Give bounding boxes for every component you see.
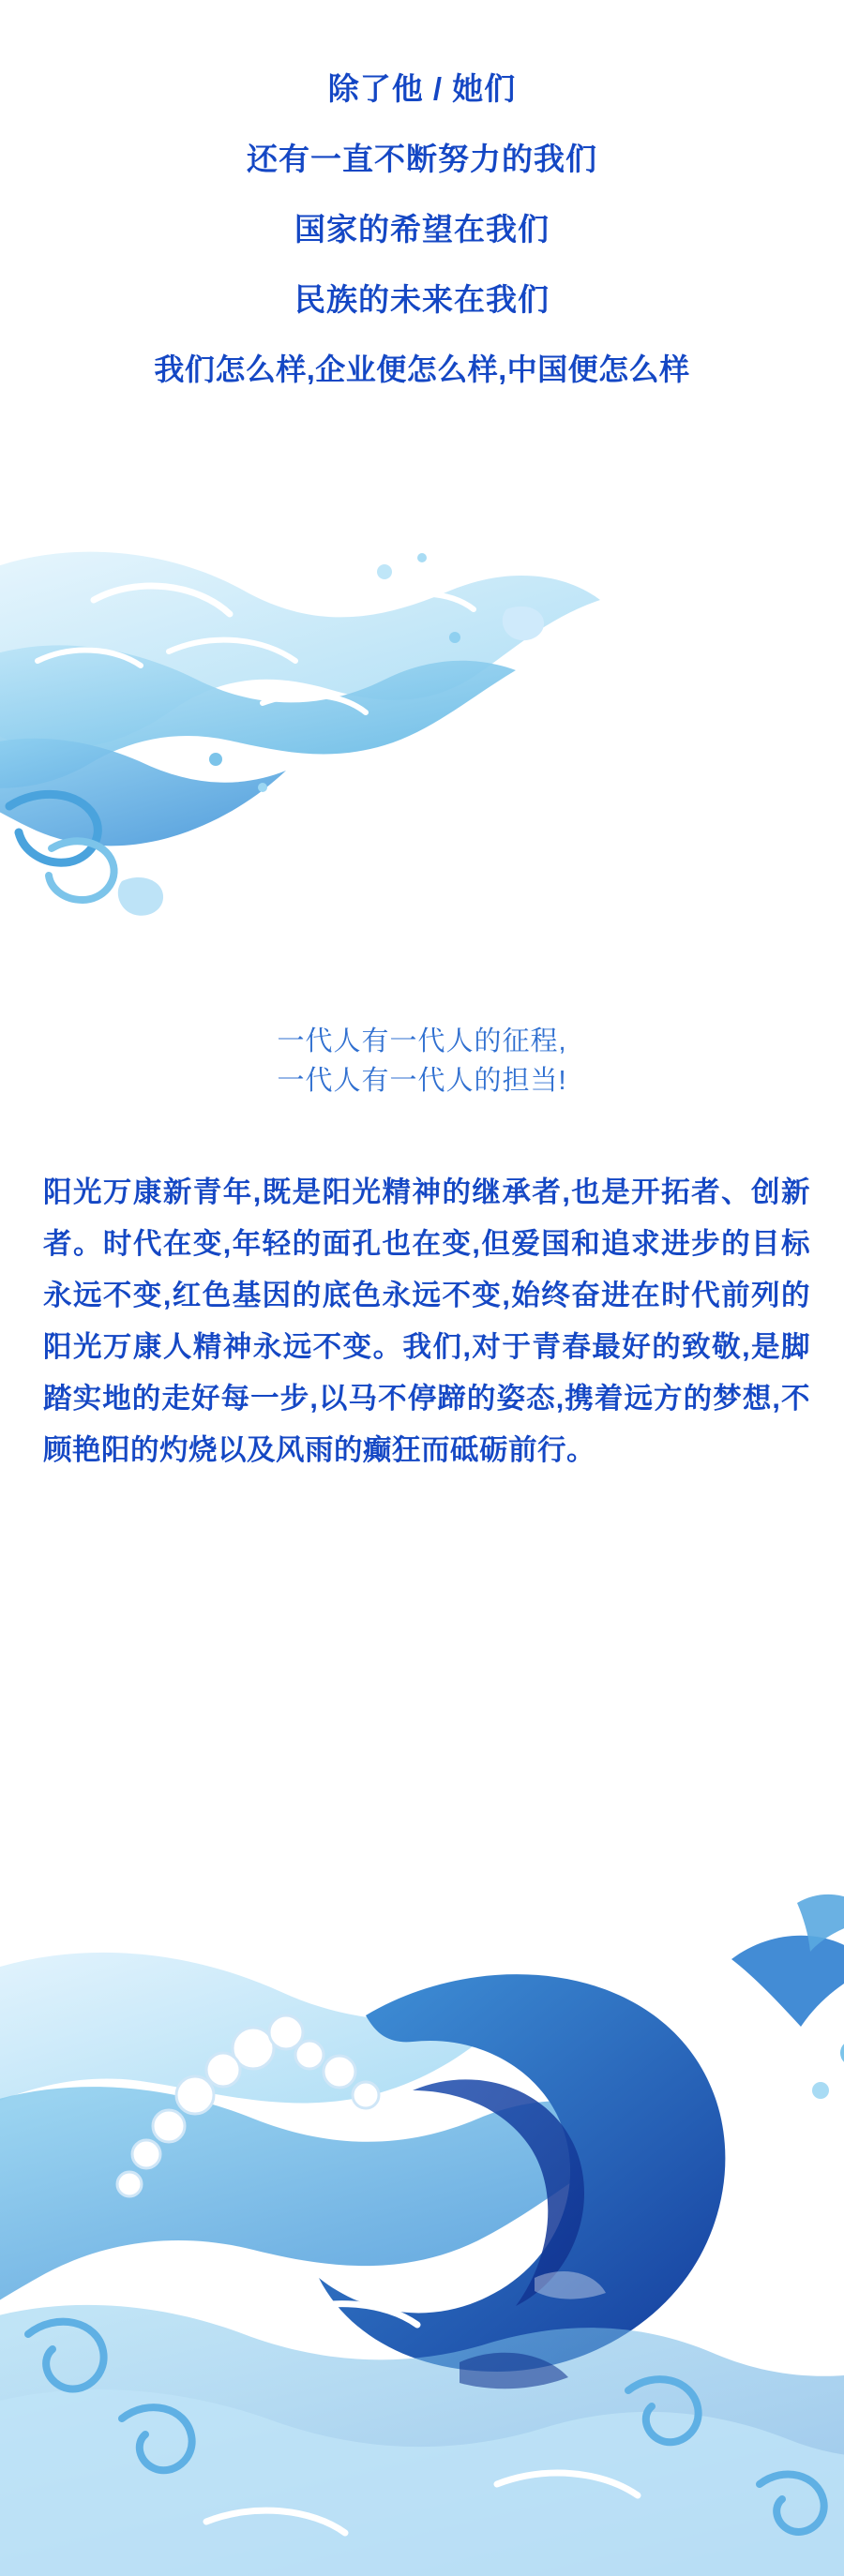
- verse-block: [0, 73, 844, 384]
- wave-illustration-top: [0, 478, 619, 928]
- verse-line-5: 我们怎么样,企业便怎么样,中国便怎么样: [154, 352, 690, 386]
- couplet-line-2: 一代人有一代人的担当!: [277, 1066, 567, 1097]
- body-paragraph: 阳光万康新青年,既是阳光精神的继承者,也是开拓者、创新者。时代在变,年轻的面孔也在变,但爱国和追求进步的目标永远不变,红色基因的底色永远不变,始终奋进在时代前列的阳光万康人精神永远不变。我们,对于青春最好的致敬,是脚踏实地的走好每一步,以马不停蹄的姿态,携着远方的梦想,不顾艳阳的灼烧以及风雨的癫狂而砥砺前行。: [43, 1176, 810, 1466]
- verse-line-1: 除了他 / 她们: [327, 71, 517, 106]
- couplet-block: [0, 1022, 844, 1101]
- wave-illustration-bottom: [0, 1678, 844, 2576]
- verse-line-2: 还有一直不断努力的我们: [247, 142, 597, 176]
- verse-line-3: 国家的希望在我们: [294, 212, 550, 247]
- verse-line-4: 民族的未来在我们: [294, 282, 550, 317]
- couplet-line-1: 一代人有一代人的征程,: [277, 1026, 567, 1056]
